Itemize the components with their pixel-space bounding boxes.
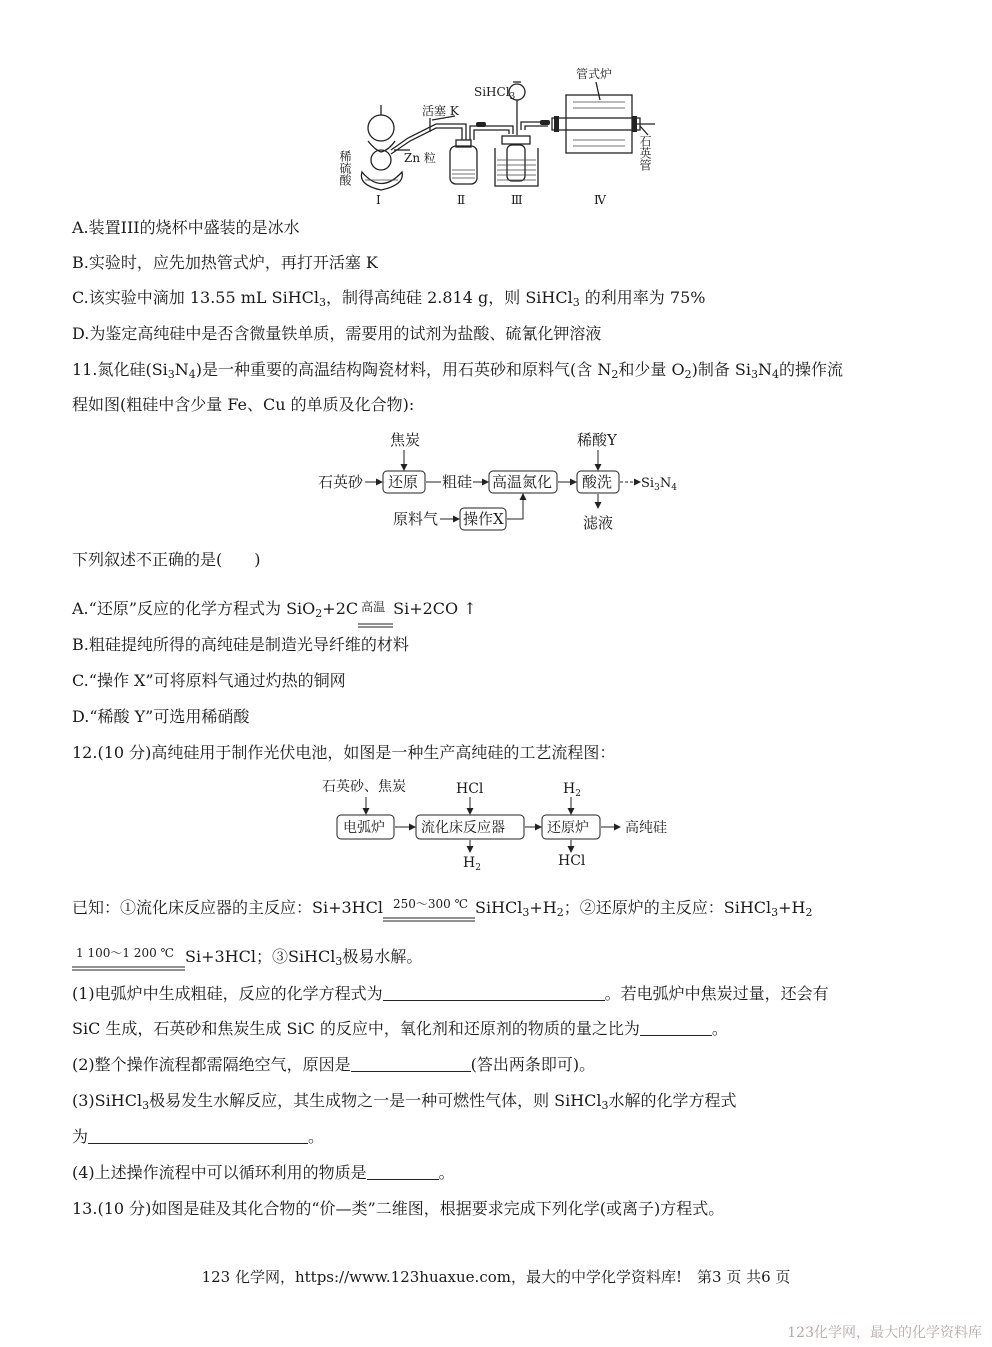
answer-blank-reason[interactable] [351,1055,471,1072]
q12-known-line1: 已知：①流化床反应器的主反应：Si+3HCl 250～300 ℃ $SiHCl_3+H_2$；②还原炉的主反应：$SiHCl_3+H_2$ [72,897,813,919]
q11-option-d: D.“稀酸 Y”可选用稀硝酸 [72,707,250,726]
flow11-reduce-box: 还原 [388,473,419,491]
answer-blank-equation[interactable] [383,984,605,1001]
label-I: Ⅰ [376,193,381,207]
flow12-bottom-hcl: HCl [558,853,586,869]
answer-blank-recycle[interactable] [367,1163,439,1180]
label-acid: 稀硫酸 [338,150,352,186]
flow12-fluidized-bed-box: 流化床反应器 [421,820,505,836]
q12-part3-line2: 为 。 [72,1127,325,1146]
label-sihcl3: SiHCl$_3$ [474,85,516,102]
label-valve: 活塞 K [422,104,459,118]
q12-intro: 12.(10 分)高纯硅用于制作光伏电池，如图是一种生产高纯硅的工艺流程图： [72,743,616,762]
q11-option-b: B.粗硅提纯所得的高纯硅是制造光导纤维的材料 [72,635,409,654]
answer-blank-hydrolysis[interactable] [88,1127,308,1144]
answer-blank-ratio[interactable] [640,1019,712,1036]
condition-1100-1200: 1 100～1 200 ℃ [76,946,174,960]
flow11-crude-si: 粗硅 [442,473,473,491]
flow11-dilute-acid: 稀酸Y [577,431,617,449]
page-footer: 123 化学网，https://www.123huaxue.com，最大的中学化学资料库! 第3 页 共6 页 [201,1268,791,1286]
flow12-top-hcl: HCl [456,781,484,797]
label-IV: Ⅳ [594,193,606,207]
q10-option-d: D.为鉴定高纯硅中是否含微量铁单质，需要用的试剂为盐酸、硫氰化钾溶液 [72,324,602,343]
label-quartz-tube: 石英管 [638,135,652,171]
flow11-nitridation-box: 高温氮化 [492,473,553,491]
q12-part1-line2: SiC 生成，石英砂和焦炭生成 SiC 的反应中，氧化剂和还原剂的物质的量之比为 。 [72,1019,728,1038]
flow11-feed-gas: 原料气 [393,510,439,528]
flow11-op-x-box: 操作X [463,510,504,528]
q12-part2: (2)整个操作流程都需隔绝空气，原因是 (答出两条即可)。 [72,1055,596,1074]
flow12-product: 高纯硅 [625,820,667,836]
label-zn: Zn 粒 [404,151,436,165]
flow11-coke: 焦炭 [390,431,421,449]
q12-part1-line1: (1)电弧炉中生成粗硅，反应的化学方程式为 。若电弧炉中焦炭过量，还会有 [72,984,829,1003]
q12-flowchart [0,773,992,873]
flow12-arc-furnace-box: 电弧炉 [343,820,385,836]
q11-flowchart [0,428,992,538]
q11-intro-line1: 11.氮化硅$(Si_3N_4)$是一种重要的高温结构陶瓷材料，用石英砂和原料气(含 $N_2$和少量 $O_2$)制备 $Si_3N_4$的操作流 [72,360,844,381]
q10-option-c: C.该实验中滴加 13.55 mL SiHCl$_3$，制得高纯硅 2.814 g，则 SiHCl$_3$ 的利用率为 75% [72,288,706,309]
q11-stem: 下列叙述不正确的是( ) [72,550,261,569]
high-temp-condition: 高温 [361,600,386,614]
flow12-reduction-furnace-box: 还原炉 [547,820,589,836]
q10-option-a: A.装置III的烧杯中盛装的是冰水 [72,218,300,237]
flow12-bottom-h2: $H_2$ [463,855,481,873]
q10-option-b: B.实验时，应先加热管式炉，再打开活塞 K [72,253,378,272]
label-III: Ⅲ [511,193,523,207]
flow11-product: $Si_3N_4$ [641,476,677,493]
q12-part3-line1: (3)SiHCl$_3$极易发生水解反应，其生成物之一是一种可燃性气体，则 SiHCl$_3$水解的化学方程式 [72,1091,737,1112]
q11-option-a: A.“还原”反应的化学方程式为 SiO$_2$+2C 高温 Si+2CO ↑ [72,599,477,620]
q11-intro-line2: 程如图(粗硅中含少量 Fe、Cu 的单质及化合物): [72,395,415,414]
q12-part4: (4)上述操作流程中可以循环利用的物质是 。 [72,1163,455,1182]
label-II: Ⅱ [457,193,466,207]
apparatus-diagram [0,0,992,215]
flow12-top-h2: $H_2$ [563,781,581,799]
flow11-filtrate: 滤液 [583,514,614,532]
q11-option-c: C.“操作 X”可将原料气通过灼热的铜网 [72,671,346,690]
flow11-acid-wash-box: 酸洗 [582,473,613,491]
flow12-top-quartz-coke: 石英砂、焦炭 [322,779,406,795]
q13-intro: 13.(10 分)如图是硅及其化合物的“价—类”二维图，根据要求完成下列化学(或离子)方程式。 [72,1199,725,1218]
q12-known-line2: 1 100～1 200 ℃ Si+3HCl；③SiHCl$_3$极易水解。 [76,946,423,968]
flow11-quartz: 石英砂 [318,473,364,491]
label-furnace: 管式炉 [576,67,613,81]
condition-250-300: 250～300 ℃ [392,897,469,911]
watermark: 123化学网，最大的化学资料库 [787,1325,982,1341]
